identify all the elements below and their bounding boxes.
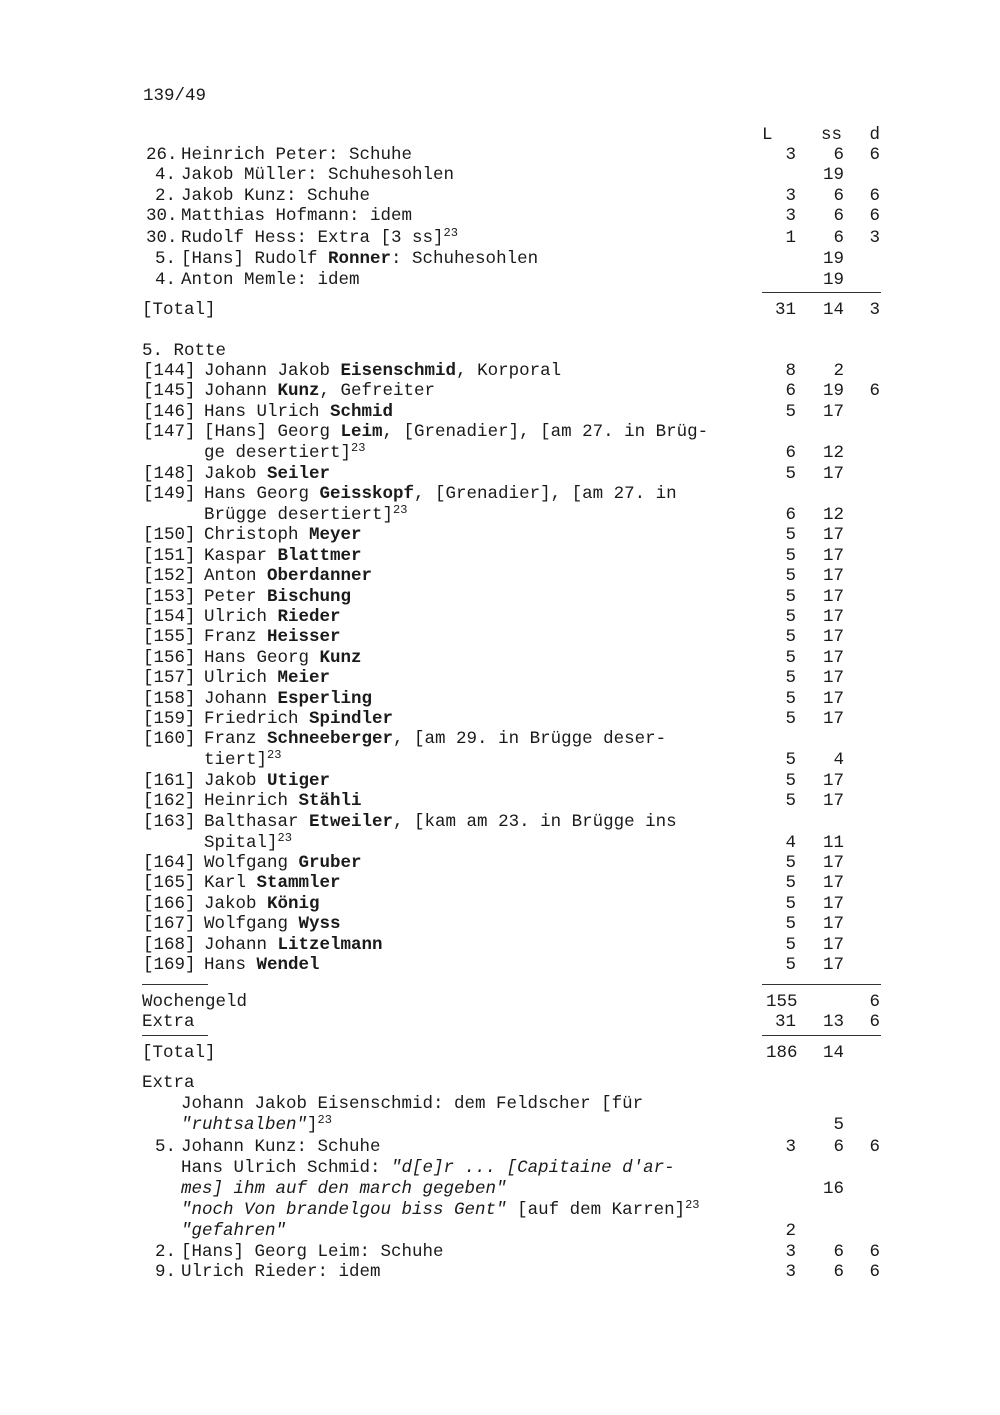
value-l: 5: [785, 463, 796, 484]
extra-entry-1-ss: 5: [833, 1115, 844, 1135]
rule-left-1: [142, 984, 208, 985]
value-l: 5: [785, 770, 796, 791]
entry-day: 30.: [146, 228, 178, 248]
extra-entry-2: [0, 1137, 1000, 1158]
section-1-row: [0, 228, 1000, 249]
roster-row-continuation: [0, 443, 1000, 464]
roster-row: [0, 853, 1000, 874]
extra-entry-1: [0, 1094, 1000, 1115]
roster-row: [0, 894, 1000, 915]
value-l: 8: [785, 361, 796, 381]
roster-name: Franz Schneeberger, [am 29. in Brügge deser-: [204, 729, 667, 750]
wochengeld-label: Wochengeld: [142, 992, 248, 1012]
extra-entry-3-ss: 16: [822, 1179, 844, 1199]
roster-name: Kaspar Blattmer: [204, 545, 362, 566]
extra-entry-5: [0, 1242, 1000, 1263]
roster-name: Hans Ulrich Schmid: [204, 401, 394, 422]
extra-entry-3: [0, 1158, 1000, 1179]
roster-number: [167]: [143, 914, 196, 935]
value-l: 5: [785, 873, 796, 894]
entry-day: 4.: [154, 165, 176, 185]
roster-number: [146]: [143, 401, 196, 422]
extra-entry-5-num: 2.: [154, 1242, 176, 1262]
extra-sum-ss: 13: [822, 1012, 844, 1032]
total-ss: 14: [822, 300, 844, 320]
roster-row: [0, 464, 1000, 485]
section-1-row: [0, 270, 1000, 291]
total2-ss: 14: [822, 1043, 844, 1063]
rule-right-2: [762, 1035, 881, 1036]
roster-name: Franz Heisser: [204, 627, 341, 648]
value-ss: 17: [822, 586, 844, 607]
roster-number: [152]: [143, 566, 196, 587]
extra-entry-5-l: 3: [785, 1242, 796, 1262]
roster-row: [0, 607, 1000, 628]
value-ss: 19: [822, 381, 844, 402]
roster-name: Johann Esperling: [204, 688, 373, 709]
roster-name: Jakob Seiler: [204, 463, 331, 484]
entry-day: 30.: [146, 206, 178, 226]
extra-sum-l: 31: [774, 1012, 796, 1032]
roster-row: [0, 484, 1000, 505]
roster-number: [160]: [143, 729, 196, 750]
value-l: 1: [785, 228, 796, 248]
roster-row: [0, 566, 1000, 587]
entry-text: Rudolf Hess: Extra [3 ss]$^{23}$: [181, 226, 458, 248]
entry-day: 5.: [154, 249, 176, 269]
value-l: 5: [785, 853, 796, 873]
roster-number: [148]: [143, 463, 196, 484]
roster-note: Spital]$^{23}$: [204, 830, 292, 853]
roster-number: [164]: [143, 853, 196, 873]
value-l: 5: [785, 525, 796, 546]
extra-entry-6-ss: 6: [833, 1262, 844, 1282]
roster-name: [Hans] Georg Leim, [Grenadier], [am 27. in Brüg-: [204, 422, 709, 443]
value-l: 5: [785, 791, 796, 812]
roster-number: [161]: [143, 770, 196, 791]
value-l: 6: [785, 381, 796, 402]
extra-entry-2-ss: 6: [833, 1137, 844, 1157]
extra-sum-row: [0, 1012, 1000, 1033]
roster-row: [0, 546, 1000, 567]
entry-text: Jakob Kunz: Schuhe: [181, 186, 371, 206]
roster-number: [149]: [143, 484, 196, 504]
roster-number: [165]: [143, 873, 196, 894]
roster-row-continuation: [0, 505, 1000, 526]
roster-note: tiert]$^{23}$: [204, 748, 282, 771]
roster-row: [0, 709, 1000, 730]
roster-name: Christoph Meyer: [204, 525, 362, 546]
extra-entry-2-l: 3: [785, 1137, 796, 1157]
roster-name: Johann Litzelmann: [204, 934, 383, 955]
extra-sum-label: Extra: [142, 1012, 195, 1032]
value-ss: 6: [833, 206, 844, 226]
section-1-row: [0, 145, 1000, 166]
value-l: 5: [785, 607, 796, 627]
wochengeld-row: [0, 992, 1000, 1013]
roster-number: [156]: [143, 647, 196, 668]
value-d: 6: [869, 381, 880, 402]
value-l: 3: [785, 145, 796, 165]
roster-number: [154]: [143, 607, 196, 627]
column-header-l: L: [762, 125, 773, 145]
wochengeld-d: 6: [869, 992, 880, 1012]
roster-name: Hans Georg Kunz: [204, 647, 362, 668]
value-l: 5: [785, 688, 796, 709]
value-ss: 17: [822, 914, 844, 935]
roster-row: [0, 689, 1000, 710]
roster-name: Jakob Utiger: [204, 770, 331, 791]
value-l: 5: [785, 401, 796, 422]
value-l: 5: [785, 893, 796, 914]
section-1-row: [0, 206, 1000, 227]
value-l: 4: [785, 832, 796, 853]
value-ss: 17: [822, 893, 844, 914]
roster-name: Jakob König: [204, 893, 320, 914]
extra-entry-4-l: 2: [785, 1221, 796, 1241]
total-l: 31: [774, 300, 796, 320]
entry-day: 2.: [154, 186, 176, 206]
value-ss: 17: [822, 709, 844, 729]
roster-name: Wolfgang Gruber: [204, 853, 362, 873]
roster-number: [144]: [143, 361, 196, 381]
value-l: 5: [785, 586, 796, 607]
extra-entry-5-text: [Hans] Georg Leim: Schuhe: [181, 1242, 444, 1262]
roster-number: [157]: [143, 668, 196, 689]
section-1-row: [0, 186, 1000, 207]
roster-name: Friedrich Spindler: [204, 709, 394, 729]
roster-name: Hans Wendel: [204, 955, 320, 975]
roster-name: Johann Kunz, Gefreiter: [204, 381, 436, 402]
roster-row-continuation: [0, 830, 1000, 854]
roster-row: [0, 729, 1000, 750]
extra-entry-4: [0, 1200, 1000, 1221]
roster-row: [0, 791, 1000, 812]
roster-row: [0, 812, 1000, 833]
value-ss: 17: [822, 647, 844, 668]
extra-heading: Extra: [142, 1073, 195, 1093]
section-1-row: [0, 165, 1000, 186]
roster-name: Hans Georg Geisskopf, [Grenadier], [am 27. in: [204, 484, 677, 504]
value-ss: 19: [822, 270, 844, 290]
extra-entry-5-d: 6: [869, 1242, 880, 1262]
value-l: 3: [785, 206, 796, 226]
value-ss: 12: [822, 443, 844, 464]
extra-entry-2-num: 5.: [154, 1137, 176, 1157]
value-d: 6: [869, 206, 880, 226]
value-l: 6: [785, 443, 796, 464]
column-header-ss: ss: [820, 125, 842, 145]
roster-row: [0, 873, 1000, 894]
roster-number: [169]: [143, 955, 196, 975]
roster-name: Anton Oberdanner: [204, 566, 373, 587]
roster-number: [151]: [143, 545, 196, 566]
value-l: 5: [785, 750, 796, 771]
value-l: 5: [785, 668, 796, 689]
rule-right-1: [762, 984, 881, 985]
extra-entry-5-ss: 6: [833, 1242, 844, 1262]
value-ss: 17: [822, 525, 844, 546]
value-d: 6: [869, 145, 880, 165]
roster-number: [147]: [143, 422, 196, 443]
rotte-heading-row: [0, 341, 1000, 362]
value-ss: 11: [822, 832, 844, 853]
extra-entry-1-text: Johann Jakob Eisenschmid: dem Feldscher [für: [181, 1094, 644, 1114]
value-ss: 17: [822, 545, 844, 566]
extra-entry-6-l: 3: [785, 1262, 796, 1282]
total-d: 3: [869, 300, 880, 320]
extra-entry-6-d: 6: [869, 1262, 880, 1282]
extra-entry-2-d: 6: [869, 1137, 880, 1157]
total2-l: 186: [766, 1043, 798, 1063]
value-l: 5: [785, 934, 796, 955]
roster-note: ge desertiert]$^{23}$: [204, 441, 366, 464]
roster-name: Heinrich Stähli: [204, 791, 362, 812]
value-ss: 17: [822, 688, 844, 709]
value-ss: 4: [833, 750, 844, 771]
roster-row: [0, 627, 1000, 648]
extra-entry-3-text: Hans Ulrich Schmid: "d[e]r ... [Capitaine d'ar-: [181, 1158, 675, 1178]
roster-number: [163]: [143, 811, 196, 832]
roster-row: [0, 914, 1000, 935]
roster-name: Balthasar Etweiler, [kam am 23. in Brügge ins: [204, 811, 677, 832]
rotte-heading: 5. Rotte: [142, 341, 227, 361]
value-ss: 17: [822, 853, 844, 873]
value-ss: 6: [833, 186, 844, 206]
roster-name: Karl Stammler: [204, 873, 341, 894]
section-1-row: [0, 249, 1000, 270]
value-ss: 17: [822, 463, 844, 484]
value-ss: 17: [822, 955, 844, 975]
extra-entry-2-text: Johann Kunz: Schuhe: [181, 1137, 381, 1157]
extra-entry-3-cont: [0, 1179, 1000, 1200]
value-l: 5: [785, 955, 796, 975]
extra-entry-6-text: Ulrich Rieder: idem: [181, 1262, 381, 1282]
total-rule-1: [762, 292, 881, 293]
column-header-row: [0, 125, 1000, 146]
value-ss: 6: [833, 228, 844, 248]
extra-entry-6: [0, 1262, 1000, 1283]
entry-text: [Hans] Rudolf Ronner: Schuhesohlen: [181, 249, 539, 269]
roster-number: [168]: [143, 934, 196, 955]
roster-row: [0, 525, 1000, 546]
value-l: 5: [785, 647, 796, 668]
roster-number: [153]: [143, 586, 196, 607]
extra-entry-6-num: 9.: [154, 1262, 176, 1282]
roster-name: Ulrich Rieder: [204, 607, 341, 627]
value-l: 5: [785, 627, 796, 648]
value-ss: 17: [822, 668, 844, 689]
roster-row: [0, 381, 1000, 402]
extra-entry-3-cont-text: mes] ihm auf den march gegeben": [181, 1179, 507, 1199]
roster-row-continuation: [0, 750, 1000, 771]
value-ss: 17: [822, 934, 844, 955]
extra-entry-4-cont: [0, 1221, 1000, 1242]
value-ss: 17: [822, 627, 844, 648]
value-ss: 17: [822, 791, 844, 812]
value-d: 6: [869, 186, 880, 206]
value-ss: 19: [822, 165, 844, 185]
roster-row: [0, 402, 1000, 423]
roster-number: [162]: [143, 791, 196, 812]
roster-row: [0, 935, 1000, 956]
value-ss: 17: [822, 566, 844, 587]
total-row-2: [0, 1043, 1000, 1064]
roster-number: [158]: [143, 688, 196, 709]
entry-day: 4.: [154, 270, 176, 290]
extra-entry-1-cont: [0, 1115, 1000, 1136]
roster-name: Ulrich Meier: [204, 668, 331, 689]
value-ss: 19: [822, 249, 844, 269]
entry-day: 26.: [146, 145, 178, 165]
value-ss: 6: [833, 145, 844, 165]
wochengeld-l: 155: [766, 992, 798, 1012]
roster-number: [155]: [143, 627, 196, 648]
roster-number: [150]: [143, 525, 196, 546]
extra-entry-4-text: "noch Von brandelgou biss Gent" [auf dem Karren]$^{23}$: [181, 1198, 700, 1220]
entry-text: Matthias Hofmann: idem: [181, 206, 413, 226]
entry-text: Jakob Müller: Schuhesohlen: [181, 165, 455, 185]
roster-row: [0, 955, 1000, 976]
value-ss: 17: [822, 770, 844, 791]
roster-number: [159]: [143, 709, 196, 729]
extra-heading-row: [0, 1073, 1000, 1094]
value-ss: 17: [822, 401, 844, 422]
roster-row: [0, 422, 1000, 443]
value-l: 5: [785, 566, 796, 587]
roster-name: Johann Jakob Eisenschmid, Korporal: [204, 361, 562, 381]
value-l: 6: [785, 505, 796, 525]
extra-entry-1-cont-text: "ruhtsalben"]$^{23}$: [181, 1113, 332, 1135]
value-l: 5: [785, 914, 796, 935]
value-ss: 2: [833, 361, 844, 381]
roster-number: [145]: [143, 381, 196, 402]
roster-name: Wolfgang Wyss: [204, 914, 341, 935]
value-ss: 12: [822, 505, 844, 525]
entry-text: Heinrich Peter: Schuhe: [181, 145, 413, 165]
roster-row: [0, 648, 1000, 669]
roster-number: [166]: [143, 893, 196, 914]
value-l: 3: [785, 186, 796, 206]
entry-text: Anton Memle: idem: [181, 270, 360, 290]
value-ss: 17: [822, 873, 844, 894]
value-d: 3: [869, 228, 880, 248]
total2-label: [Total]: [142, 1043, 216, 1063]
value-ss: 17: [822, 607, 844, 627]
total-label: [Total]: [142, 300, 216, 320]
page-number: 139/49: [143, 86, 207, 106]
extra-entry-4-cont-text: "gefahren": [181, 1221, 287, 1241]
extra-sum-d: 6: [869, 1012, 880, 1032]
roster-row: [0, 668, 1000, 689]
roster-note: Brügge desertiert]$^{23}$: [204, 503, 408, 525]
value-l: 5: [785, 709, 796, 729]
roster-row: [0, 587, 1000, 608]
rule-left-2: [142, 1035, 208, 1036]
value-l: 5: [785, 545, 796, 566]
total-row-1: [0, 300, 1000, 321]
roster-row: [0, 361, 1000, 382]
roster-row: [0, 771, 1000, 792]
column-header-d: d: [869, 125, 880, 145]
roster-name: Peter Bischung: [204, 586, 352, 607]
